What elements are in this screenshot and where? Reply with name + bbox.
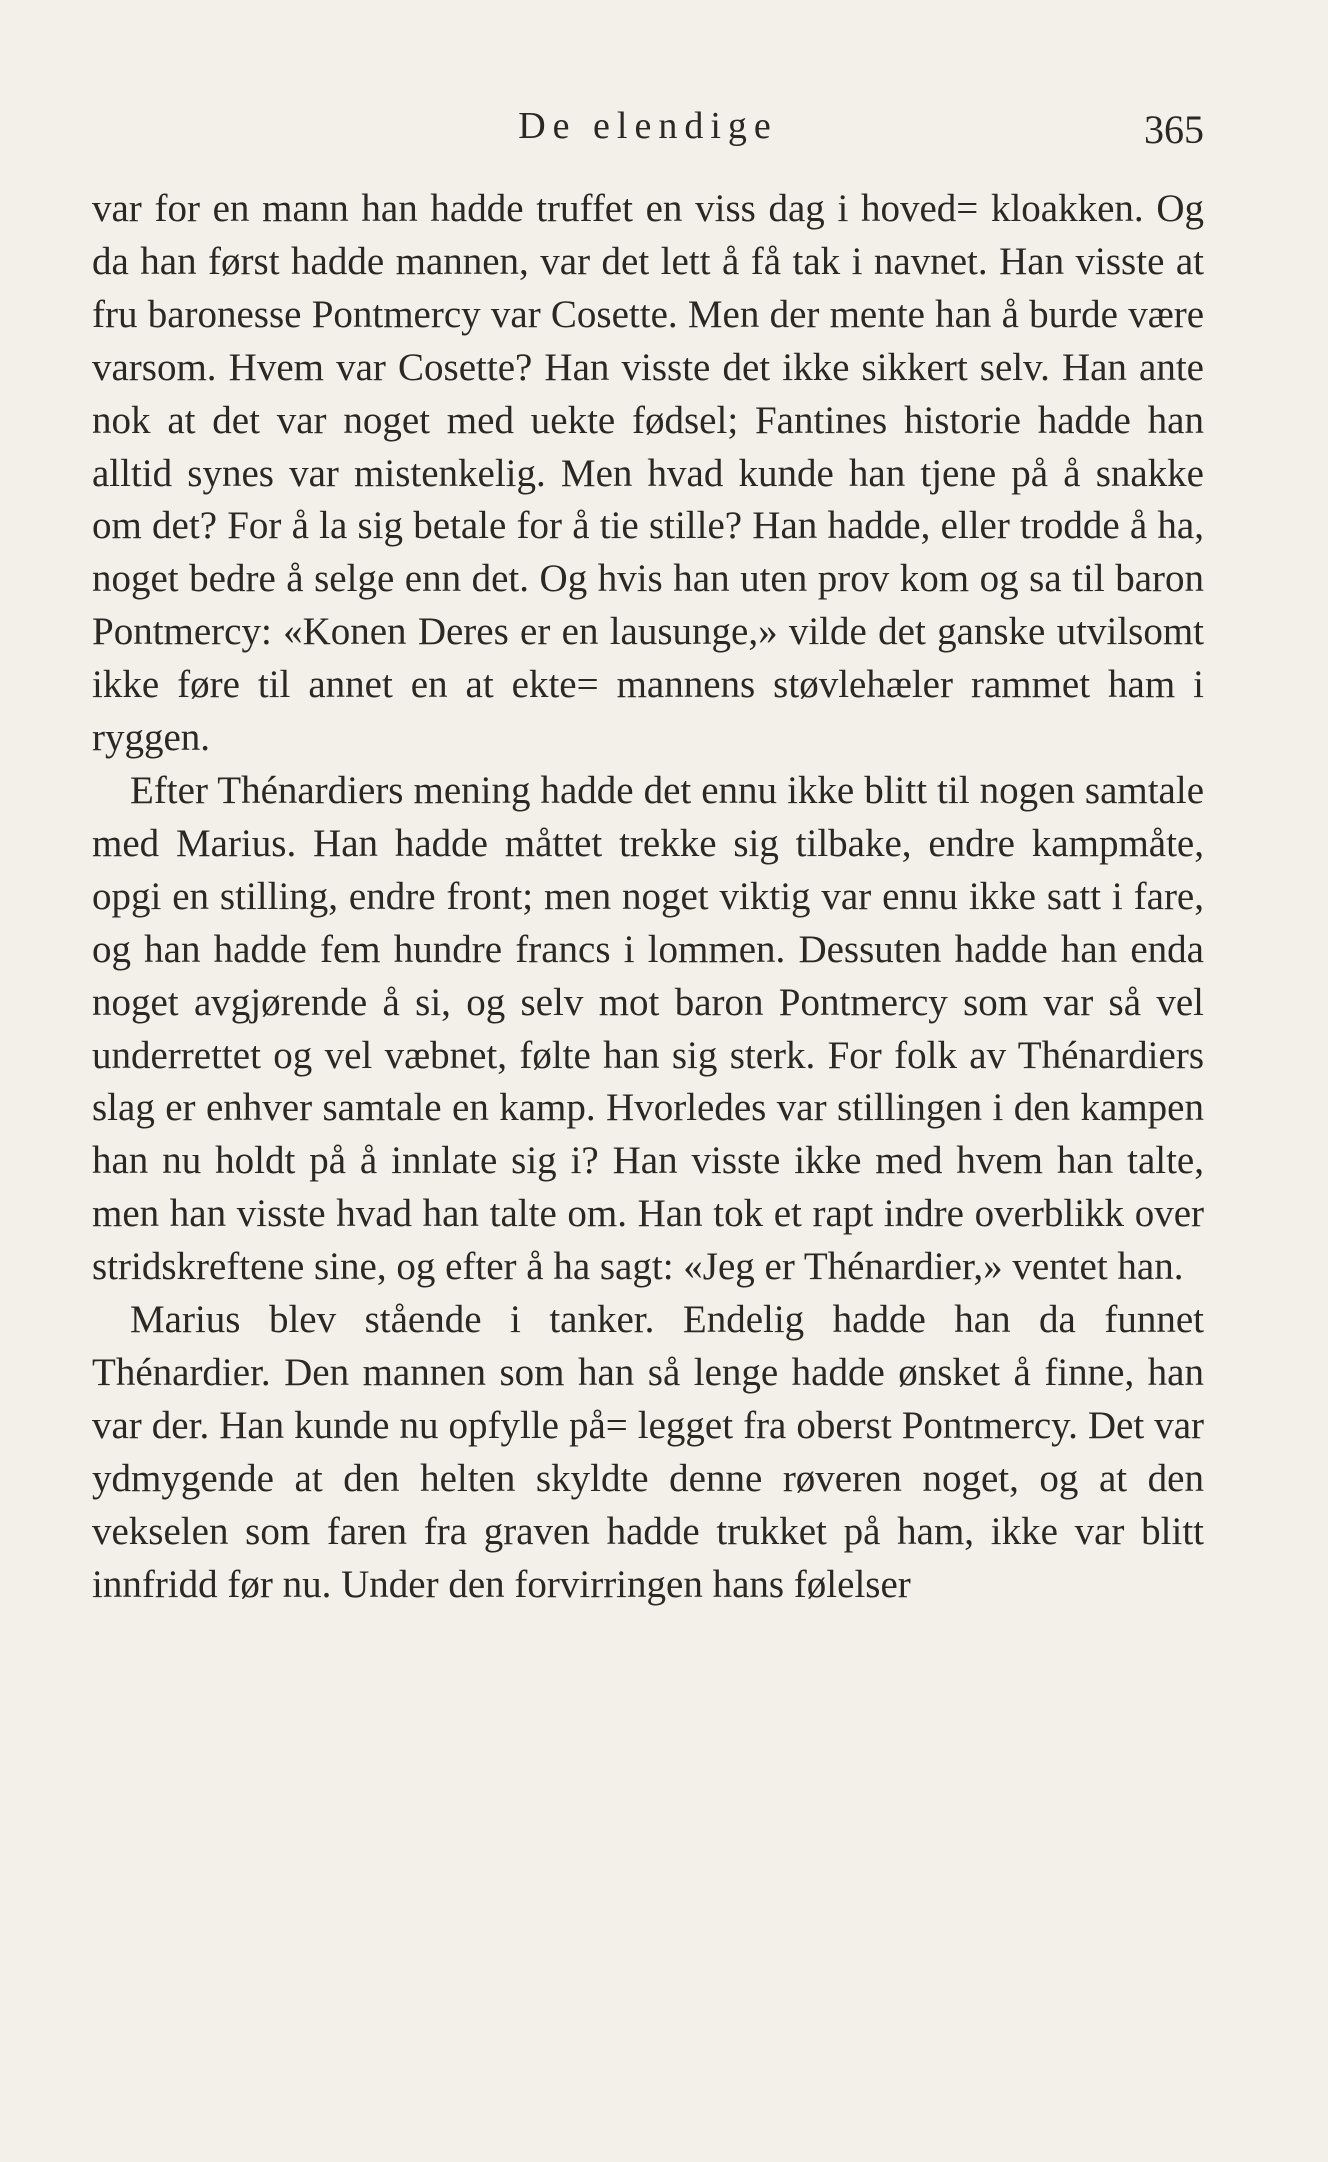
paragraph-thenardier: Efter Thénardiers mening hadde det ennu ikke blitt til nogen samtale med Marius. Han hadde måttet trekke sig tilbake, endre kampmåte, opgi en stilling, endre front; men noget viktig var ennu ikke satt i fare, og han hadde fem hundre francs i lommen. Dessuten hadde han enda noget avgjørende å si, og selv mot baron Pontmercy som var så vel underrettet og vel væbnet, følte han sig sterk. For folk av Thénardiers slag er enhver samtale en kamp. Hvorledes var stillingen i den kampen han nu holdt på å innlate sig i? Han visste ikke med hvem han talte, men han visste hvad han talte om. Han tok et rapt indre overblikk over stridskreftene sine, og efter å ha sagt: «Jeg er Thénardier,» ventet han. xyxy=(92,768,1204,1289)
paragraph-continuation: var for en mann han hadde truffet en viss dag i hoved= kloakken. Og da han først hadde mannen, var det lett å få tak i navnet. Han visste at fru baronesse Pontmercy var Cosette. Men der mente han å burde være varsom. Hvem var Cosette? Han visste det ikke sikkert selv. Han ante nok at det var noget med uekte fødsel; Fantines historie hadde han alltid synes var mistenkelig. Men hvad kunde han tjene på å snakke om det? For å la sig betale for å tie stille? Han hadde, eller trodde å ha, noget bedre å selge enn det. Og hvis han uten prov kom og sa til baron Pontmercy: «Konen Deres er en lausunge,» vilde det ganske utvilsomt ikke føre til annet en at ekte= mannens støvlehæler rammet ham i ryggen. xyxy=(92,187,1204,760)
running-title: De elendige xyxy=(518,105,778,147)
page-number: 365 xyxy=(1144,107,1204,152)
paragraph-marius: Marius blev stående i tanker. Endelig hadde han da funnet Thénardier. Den mannen som han så lenge hadde ønsket å finne, han var der. Han kunde nu opfylle på= legget fra oberst Pontmercy. Det var ydmygende at den helten skyldte denne røveren noget, og at den vekselen som faren fra graven hadde trukket på ham, ikke var blitt innfridd før nu. Under den forvirringen hans følelser xyxy=(92,1298,1204,1606)
page-header xyxy=(92,100,1204,160)
body-text xyxy=(92,183,1204,1611)
